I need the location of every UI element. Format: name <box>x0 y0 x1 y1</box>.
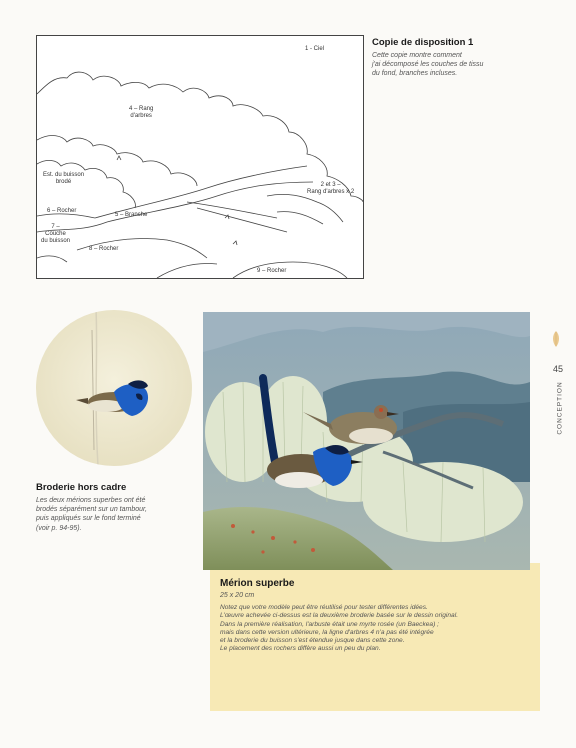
layout-copy-title: Copie de disposition 1 <box>372 37 474 48</box>
main-work-body: Notez que votre modèle peut être réutilisé pour tester différentes idées. L'œuvre achevée ci-dessus est la deuxième broderie basée sur le dessin original. Dans la première réalisation, l'arbuste était une myrte rosée (un Baeckea) ; mais dans cette version ultérieure, la ligne d'arbres 4 n'a pas été intégrée et la broderie du buisson s'est étendue jusque dans cette zone. Le placement des rochers diffère aussi un peu du plan. <box>220 604 459 653</box>
section-label <box>540 380 576 440</box>
hoop-embroidery-title: Broderie hors cadre <box>36 482 127 493</box>
layout-copy-caption: Cette copie montre comment j'ai décomposé les couches de tissu du fond, branches incluses. <box>372 52 484 78</box>
page-number: 45 <box>553 364 564 374</box>
label-rock-6: 6 – Rocher <box>47 208 77 214</box>
main-work-title: Mérion superbe <box>220 578 295 589</box>
label-branch-5: 5 – Branche <box>115 212 148 218</box>
leaf-icon <box>550 330 562 353</box>
layout-diagram-lines <box>37 36 363 278</box>
layout-diagram <box>36 35 364 279</box>
hoop-embroidery-caption: Les deux mérions superbes ont été brodés séparément sur un tambour, puis appliqués sur le fond terminé (voir p. 94-95). <box>36 497 147 532</box>
label-tree-row-4: 4 – Rang d'arbres <box>129 106 154 119</box>
hoop-embroidery-image <box>36 310 192 466</box>
label-rock-8: 8 – Rocher <box>89 246 119 252</box>
section-label-text: CONCEPTION <box>556 381 564 435</box>
label-embroidered-bush: Est. du buisson brodé <box>43 172 85 185</box>
main-embroidery-photo <box>203 312 530 570</box>
label-bush-layer-7: 7 – Couche du buisson <box>41 224 71 244</box>
label-tree-rows-2-3: 2 et 3 – Rang d'arbres x 2 <box>307 182 355 195</box>
label-sky: 1 - Ciel <box>305 46 325 52</box>
main-work-size: 25 x 20 cm <box>220 592 255 599</box>
label-rock-9: 9 – Rocher <box>257 268 287 274</box>
